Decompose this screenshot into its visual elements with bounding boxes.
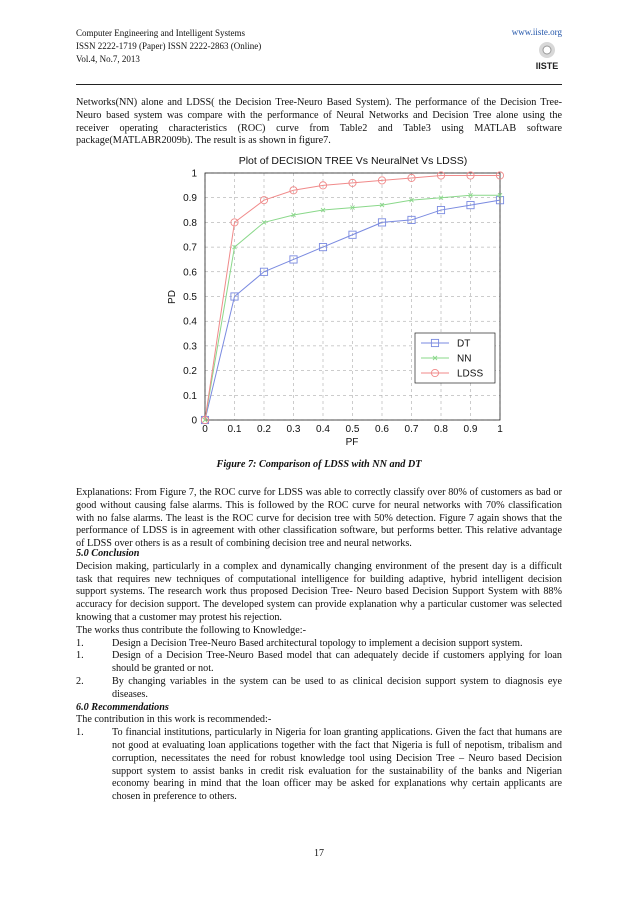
x-tick-label: 0.1: [227, 424, 242, 435]
y-tick-label: 0.8: [183, 217, 197, 229]
iiste-logo: [533, 41, 561, 73]
y-axis-label: PD: [167, 290, 178, 304]
x-tick-label: 0.7: [404, 424, 419, 435]
y-tick-label: 0: [191, 415, 197, 427]
x-tick-label: 0.2: [257, 424, 271, 435]
y-tick-label: 0.4: [183, 316, 197, 328]
y-tick-label: 0.3: [183, 341, 197, 353]
y-tick-label: 0.9: [183, 193, 197, 205]
conclusion-body: Decision making, particularly in a complex and dynamically changing environment of the present day is a difficult task that requires new techniques of computational intelligence for building adaptive, hybrid intelligent decision support systems. The research work thus proposed Decision Tree- Neuro based Decision Support System with 88% accuracy for decision support. The developed system can provide explanation why a particular customer was selected knowing that a customer may protest his rejection.: [76, 560, 562, 623]
header-rule: [76, 84, 562, 85]
list-item: 1. To financial institutions, particularly in Nigeria for loan granting applications. Given the fact that humans are not good at evaluating loan applications together with the fact that Nigeria is full of nepotism, tribalism and corruption, necessitates the need for robust knowledge tool using Decision Tree – Neuro based Decision support system to assist banks in credit risk evaluation for the sustainability of the banks and Nigerian economy bearing in mind that the loan officer may be asked for explanations why certain applicants are chosen in preference to others.: [76, 727, 562, 803]
x-tick-label: 0.6: [375, 424, 389, 435]
journal-name: Computer Engineering and Intelligent Systems: [76, 28, 245, 38]
list-item: 1. Design a Decision Tree-Neuro Based architectural topology to implement a decision support system.: [76, 637, 523, 649]
logo-text: IISTE: [535, 61, 559, 71]
chart-title: Plot of DECISION TREE Vs NeuralNet Vs LDSS): [238, 155, 468, 167]
legend-label: DT: [457, 338, 471, 350]
page-number: 17: [314, 848, 324, 859]
y-tick-label: 0.7: [183, 242, 197, 254]
explanation-paragraph: Explanations: From Figure 7, the ROC curve for LDSS was able to correctly classify over 80% of customers as bad or good without causing false alarms. This is followed by the ROC curve for neural networks with 70% classification with no false alarms. The least is the ROC curve for decision tree with 50% detection. Figure 7 again shows that the performance of LDSS is in agreement with other classification software, but performs better. This relative advantage of LDSS over others is as a result of combining decision tree and neural networks.: [76, 487, 562, 550]
x-tick-label: 0.5: [345, 424, 360, 435]
legend-label: NN: [457, 353, 472, 365]
chart-legend: [415, 333, 495, 383]
x-tick-label: 1: [497, 424, 503, 435]
x-tick-label: 0: [202, 424, 208, 435]
y-tick-label: 0.1: [183, 390, 197, 402]
issn: ISSN 2222-1719 (Paper) ISSN 2222-2863 (Online): [76, 41, 262, 51]
y-tick-label: 1: [191, 168, 197, 180]
x-tick-label: 0.9: [463, 424, 478, 435]
x-tick-label: 0.4: [316, 424, 330, 435]
recommendations-lead: The contribution in this work is recommended:-: [76, 714, 272, 726]
y-tick-label: 0.5: [183, 292, 197, 303]
x-tick-label: 0.8: [434, 424, 448, 435]
y-tick-label: 0.2: [183, 366, 197, 378]
conclusion-heading: 5.0 Conclusion: [76, 548, 140, 559]
intro-paragraph: Networks(NN) alone and LDSS( the Decision Tree-Neuro Based System). The performance of the Decision Tree-Neuro based system was compare with the performance of Neural Networks and Decision Tree alone using the receiver operating characteristics (ROC) curve from Table2 and Table3 using MATLAB software package(MATLABR2009b). The result is as shown in figure7.: [76, 97, 562, 147]
legend-label: LDSS: [457, 368, 484, 380]
conclusion-lead: The works thus contribute the following to Knowledge:-: [76, 624, 307, 636]
recommendations-heading: 6.0 Recommendations: [76, 701, 169, 713]
volume: Vol.4, No.7, 2013: [76, 54, 140, 64]
list-item: 2. By changing variables in the system can be used to as clinical decision support system to diagnosis eye diseases.: [76, 675, 562, 700]
list-item: 1. Design of a Decision Tree-Neuro Based model that can adequately decide if customers applying for loan should be granted or not.: [76, 650, 562, 675]
x-axis-label: PF: [345, 437, 359, 448]
journal-url[interactable]: www.iiste.org: [511, 27, 562, 37]
figure-caption: Figure 7: Comparison of LDSS with NN and DT: [216, 459, 422, 470]
conclusion-section: [76, 548, 562, 804]
x-tick-label: 0.3: [286, 424, 301, 435]
roc-chart: [150, 150, 520, 450]
y-tick-label: 0.6: [183, 267, 197, 279]
